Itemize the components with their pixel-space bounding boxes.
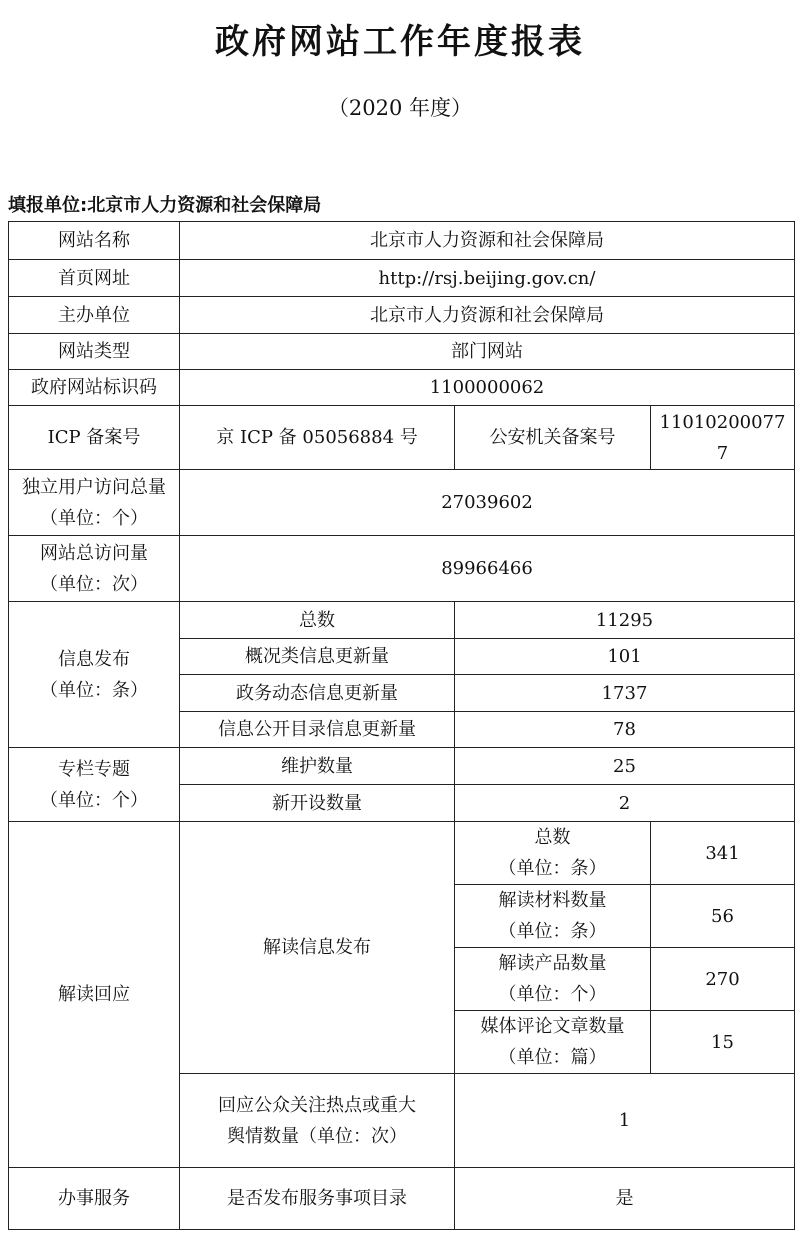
columns-label-main: 专栏专题 <box>58 758 130 780</box>
table-row <box>9 822 795 885</box>
interp-item-value: 341 <box>651 822 795 885</box>
info-item-value: 1737 <box>455 675 795 712</box>
columns-item-value: 25 <box>455 748 795 785</box>
unique-visitors-value: 27039602 <box>180 470 795 536</box>
icp-value: 京 ICP 备 05056884 号 <box>180 406 455 470</box>
table-row <box>9 748 795 785</box>
info-item-value: 101 <box>455 639 795 675</box>
info-publish-label-unit: （单位：条） <box>40 679 148 701</box>
info-publish-label-main: 信息发布 <box>58 648 130 670</box>
columns-item-value: 2 <box>455 785 795 822</box>
table-row <box>9 602 795 639</box>
columns-item-label: 维护数量 <box>180 748 455 785</box>
table-row <box>9 470 795 536</box>
interp-item-label-main: 总数 <box>534 827 571 848</box>
info-publish-label <box>9 602 180 748</box>
interp-item-value: 15 <box>651 1011 795 1074</box>
homepage-label: 首页网址 <box>9 260 180 297</box>
homepage-value: http://rsj.beijing.gov.cn/ <box>180 260 795 297</box>
interp-item-label-main: 解读产品数量 <box>498 953 607 974</box>
info-item-label: 信息公开目录信息更新量 <box>180 712 455 748</box>
site-type-value: 部门网站 <box>180 334 795 370</box>
columns-item-label: 新开设数量 <box>180 785 455 822</box>
interpretation-label: 解读回应 <box>9 822 180 1168</box>
police-record-label: 公安机关备案号 <box>455 406 651 470</box>
service-catalog-value: 是 <box>455 1168 795 1230</box>
interp-item-label-unit: （单位：条） <box>498 921 607 942</box>
interp-item-value: 56 <box>651 885 795 948</box>
report-year: （2020 年度） <box>327 96 473 120</box>
filler-unit <box>8 191 321 217</box>
interp-item-label-main: 媒体评论文章数量 <box>480 1016 625 1037</box>
filler-unit-label: 填报单位: <box>8 195 88 216</box>
service-catalog-label: 是否发布服务事项目录 <box>180 1168 455 1230</box>
info-item-label: 总数 <box>180 602 455 639</box>
hotspot-label: 回应公众关注热点或重大舆情数量（单位：次） <box>180 1074 455 1168</box>
site-type-label: 网站类型 <box>9 334 180 370</box>
interp-item-label <box>455 948 651 1011</box>
columns-label-unit: （单位：个） <box>40 789 148 811</box>
interp-item-label <box>455 822 651 885</box>
unique-visitors-label: 独立用户访问总量（单位：个） <box>9 470 180 536</box>
interp-item-label-unit: （单位：条） <box>498 858 607 879</box>
table-row <box>9 222 795 260</box>
report-table <box>8 221 795 1230</box>
table-row <box>9 260 795 297</box>
site-name-value: 北京市人力资源和社会保障局 <box>180 222 795 260</box>
interp-item-label-unit: （单位：个） <box>498 984 607 1005</box>
total-visits-value: 89966466 <box>180 536 795 602</box>
site-code-label: 政府网站标识码 <box>9 370 180 406</box>
interpretation-sub-label: 解读信息发布 <box>180 822 455 1074</box>
info-item-label: 概况类信息更新量 <box>180 639 455 675</box>
police-record-value: 11010200077 7 <box>651 406 795 470</box>
sponsor-label: 主办单位 <box>9 297 180 334</box>
services-label: 办事服务 <box>9 1168 180 1230</box>
total-visits-label-main: 网站总访问量 <box>40 542 148 564</box>
total-visits-label-unit: （单位：次） <box>40 573 148 595</box>
table-row <box>9 536 795 602</box>
sponsor-value: 北京市人力资源和社会保障局 <box>180 297 795 334</box>
site-name-label: 网站名称 <box>9 222 180 260</box>
filler-unit-value: 北京市人力资源和社会保障局 <box>87 195 322 216</box>
table-row <box>9 1168 795 1230</box>
table-row <box>9 297 795 334</box>
table-row <box>9 370 795 406</box>
info-item-value: 78 <box>455 712 795 748</box>
total-visits-label <box>9 536 180 602</box>
interp-item-value: 270 <box>651 948 795 1011</box>
columns-label <box>9 748 180 822</box>
info-item-label: 政务动态信息更新量 <box>180 675 455 712</box>
table-row <box>9 406 795 470</box>
icp-label: ICP 备案号 <box>9 406 180 470</box>
interp-item-label-main: 解读材料数量 <box>498 890 607 911</box>
interp-item-label <box>455 1011 651 1074</box>
interp-item-label <box>455 885 651 948</box>
site-code-value: 1100000062 <box>180 370 795 406</box>
interp-item-label-unit: （单位：篇） <box>498 1047 607 1068</box>
info-item-value: 11295 <box>455 602 795 639</box>
table-row <box>9 334 795 370</box>
report-title: 政府网站工作年度报表 <box>215 22 585 62</box>
hotspot-value: 1 <box>455 1074 795 1168</box>
